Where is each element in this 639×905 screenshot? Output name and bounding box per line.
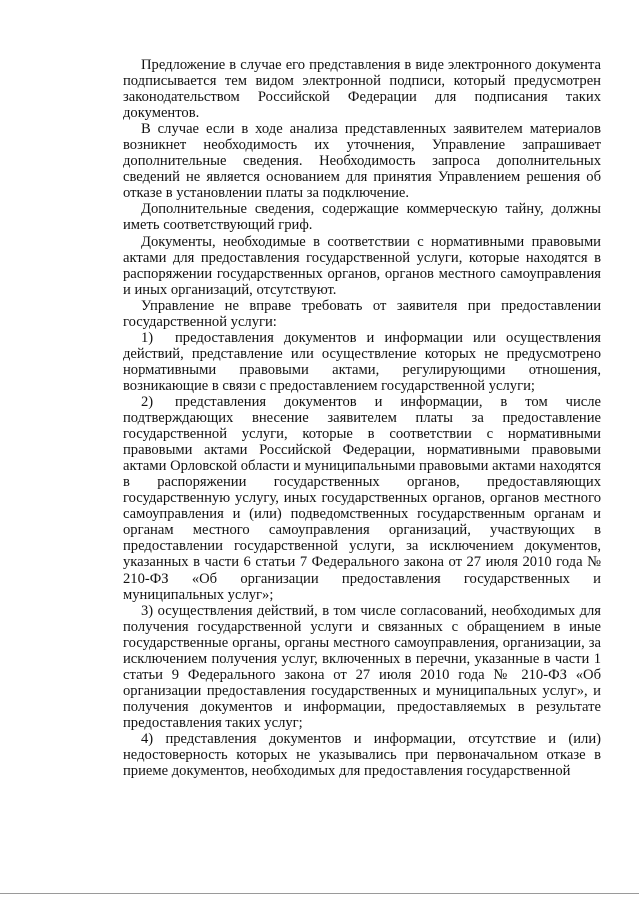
list-item-text: представления документов и информации, отсутствие и (или) недостоверность которых не указывались при первоначальном отказе в приеме документов, необходимых для предоставления государственной (123, 730, 602, 780)
scan-edge-line (0, 893, 639, 894)
document-body (123, 57, 601, 779)
paragraph-commercial-secret: Дополнительные сведения, содержащие коммерческую тайну, должны иметь соответствующий гриф. (123, 201, 601, 234)
list-item-text: предоставления документов и информации или осуществления действий, представление или осуществление которых не предусмотрено нормативными правовыми актами, регулирующими отношения, возникающие в связи с предоставлением государственной услуги; (123, 329, 601, 394)
paragraph-list-intro: Управление не вправе требовать от заявителя при предоставлении государственной услуги: (123, 297, 601, 330)
list-item-number: 2) (141, 393, 154, 410)
paragraph-documents-absent: Документы, необходимые в соответствии с нормативными правовыми актами для предоставления государственной услуги, которые находятся в распоряжении государственных органов, органов местного самоуправления и иных организаций, отсутствуют. (123, 233, 601, 298)
list-item-number: 4) (141, 730, 154, 747)
list-item-number: 1) (141, 329, 154, 346)
paragraph-additional-info-request: В случае если в ходе анализа представленных заявителем материалов возникнет необходимость их уточнения, Управление запрашивает дополнительные сведения. Необходимость запроса дополнительных сведений не является основанием для принятия Управлением решения об отказе в установлении платы за подключение. (123, 121, 601, 202)
paragraph-electronic-signature: Предложение в случае его представления в виде электронного документа подписывается тем видом электронной подписи, который предусмотрен законодательством Российской Федерации для подписания таких документов. (123, 57, 601, 122)
list-item-number: 3) (141, 602, 154, 619)
list-item-text: осуществления действий, в том числе согласований, необходимых для получения государственной услуги и связанных с обращением в иные государственные органы, органы местного самоуправления, организации, за исключением получения услуг, включенных в перечни, указанные в части 1 статьи 9 Федерального закона от 27 июля 2010 года № 210-ФЗ «Об организации предоставления государственных и муниципальных услуг», и получения документов и информации, предоставляемых в результате предоставления таких услуг; (123, 602, 601, 731)
list-item (123, 603, 601, 731)
list-item (123, 731, 601, 779)
list-item (123, 394, 601, 603)
list-item-text: представления документов и информации, в том числе подтверждающих внесение заявителем платы за предоставление государственной услуги, которые в соответствии с нормативными правовыми актами Российской Федерации, нормативными правовыми актами Орловской области и муниципальными правовыми актами находятся в распоряжении государственных органов, предоставляющих государственную услугу, иных государственных органов, органов местного самоуправления и (или) подведомственных государственным органам и органам местного самоуправления организаций, участвующих в предоставлении государственной услуги, за исключением документов, указанных в части 6 статьи 7 Федерального закона от 27 июля 2010 года № 210-ФЗ «Об организации предоставления государственных и муниципальных услуг»; (123, 393, 601, 603)
list-item (123, 330, 601, 394)
